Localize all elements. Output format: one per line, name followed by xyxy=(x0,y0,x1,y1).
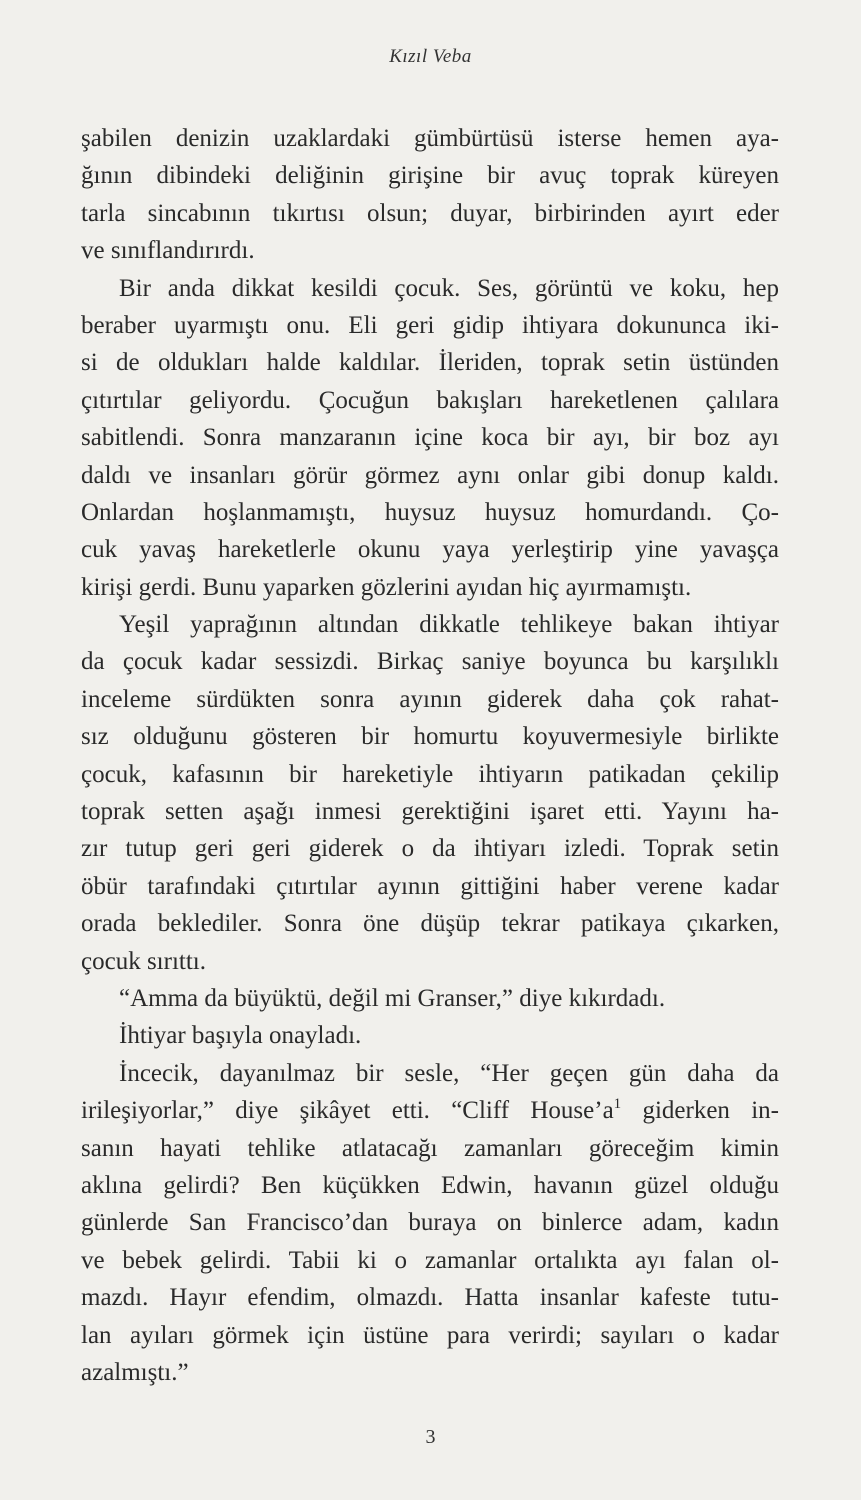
text-line: günlerde San Francisco’dan buraya on binlerce adam, kadın xyxy=(81,1209,779,1237)
text-segment: giderken in- xyxy=(621,1097,780,1125)
running-head-title: Kızıl Veba xyxy=(389,46,472,67)
page-number: 3 xyxy=(425,1426,436,1448)
text-line: çıtırtılar geliyordu. Çocuğun bakışları hareketlenen çalılara xyxy=(81,386,779,414)
text-line: orada beklediler. Sonra öne düşüp tekrar patikaya çıkarken, xyxy=(81,910,779,938)
text-line: sız olduğunu gösteren bir homurtu koyuvermesiyle birlikte xyxy=(81,723,779,751)
text-line: ve sınıflandırırdı. xyxy=(81,237,255,265)
text-line: cuk yavaş hareketlerle okunu yaya yerleştirip yine yavaşça xyxy=(81,536,779,564)
paragraph-first-line: Bir anda dikkat kesildi çocuk. Ses, görüntü ve koku, hep xyxy=(119,274,779,302)
text-line: inceleme sürdükten sonra ayının giderek daha çok rahat- xyxy=(81,685,779,713)
text-line: toprak setten aşağı inmesi gerektiğini işaret etti. Yayını ha- xyxy=(81,798,779,826)
text-line: daldı ve insanları görür görmez aynı onlar gibi donup kaldı. xyxy=(81,461,779,489)
text-line: kirişi gerdi. Bunu yaparken gözlerini ayıdan hiç ayırmamıştı. xyxy=(81,573,692,601)
text-line: çocuk sırıttı. xyxy=(81,947,206,975)
text-line: ve bebek gelirdi. Tabii ki o zamanlar ortalıkta ayı falan ol- xyxy=(81,1246,779,1274)
text-line: sanın hayati tehlike atlatacağı zamanları göreceğim kimin xyxy=(81,1134,779,1162)
text-line: mazdı. Hayır efendim, olmazdı. Hatta insanlar kafeste tutu- xyxy=(81,1284,779,1312)
text-line: tarla sincabının tıkırtısı olsun; duyar, birbirinden ayırt eder xyxy=(81,199,779,227)
text-line: azalmıştı.” xyxy=(81,1358,189,1386)
text-line: öbür tarafındaki çıtırtılar ayının gittiğini haber verene kadar xyxy=(81,872,779,900)
paragraph-first-line: İncecik, dayanılmaz bir sesle, “Her geçen gün daha da xyxy=(119,1059,779,1087)
text-line: zır tutup geri geri giderek o da ihtiyarı izledi. Toprak setin xyxy=(81,835,779,863)
body-text xyxy=(81,120,779,1391)
text-line: si de oldukları halde kaldılar. İleriden, toprak setin üstünden xyxy=(81,349,779,377)
text-line: Onlardan hoşlanmamıştı, huysuz huysuz homurdandı. Ço- xyxy=(81,498,779,526)
text-line: şabilen denizin uzaklardaki gümbürtüsü isterse hemen aya- xyxy=(81,125,779,152)
text-line: sabitlendi. Sonra manzaranın içine koca bir ayı, bir boz ayı xyxy=(81,424,779,452)
text-line: çocuk, kafasının bir hareketiyle ihtiyarın patikadan çekilip xyxy=(81,760,779,788)
text-line: lan ayıları görmek için üstüne para verirdi; sayıları o kadar xyxy=(81,1321,779,1349)
text-line: ğının dibindeki deliğinin girişine bir avuç toprak küreyen xyxy=(81,162,779,190)
text-line: beraber uyarmıştı onu. Eli geri gidip ihtiyara dokununca iki- xyxy=(81,311,779,339)
paragraph-first-line: İhtiyar başıyla onayladı. xyxy=(119,1022,362,1050)
text-line: aklına gelirdi? Ben küçükken Edwin, havanın güzel olduğu xyxy=(81,1171,779,1199)
footnote-marker[interactable]: 1 xyxy=(613,1096,622,1113)
paragraph-first-line: “Amma da büyüktü, değil mi Granser,” diye kıkırdadı. xyxy=(119,984,666,1012)
text-segment: irileşiyorlar,” diye şikâyet etti. “Cliff House’a xyxy=(81,1097,614,1125)
text-line: da çocuk kadar sessizdi. Birkaç saniye boyunca bu karşılıklı xyxy=(81,648,779,676)
paragraph-first-line: Yeşil yaprağının altından dikkatle tehlikeye bakan ihtiyar xyxy=(119,611,779,639)
text-line-with-footnote xyxy=(81,1092,779,1129)
